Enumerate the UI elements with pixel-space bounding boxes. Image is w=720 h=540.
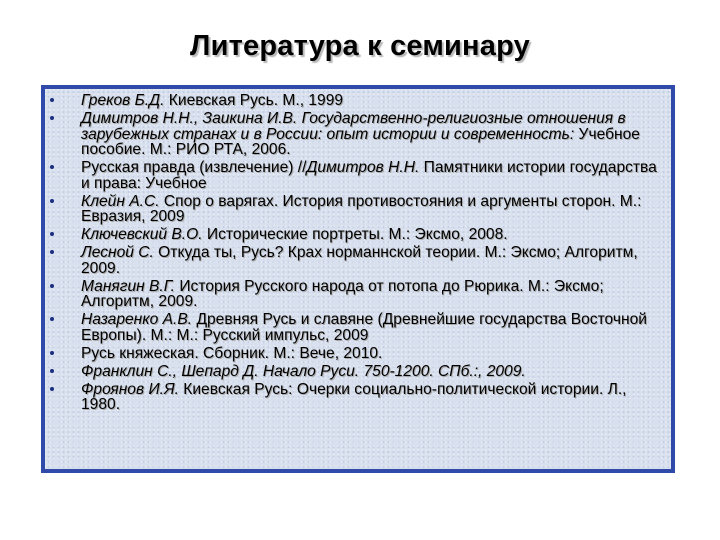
slide-title: Литература к семинару bbox=[190, 30, 530, 62]
reference-text: Спор о варягах. История противостояния и аргументы сторон. М.: Евразия, 2009 bbox=[81, 192, 642, 225]
bibliography-panel bbox=[41, 85, 675, 473]
reference-author: Лесной С. bbox=[81, 244, 154, 261]
bullet-icon bbox=[50, 351, 54, 355]
bullet-icon bbox=[50, 232, 54, 236]
list-item bbox=[45, 194, 671, 225]
reference-text: Исторические портреты. М.: Эксмо, 2008. bbox=[202, 226, 508, 243]
list-item bbox=[45, 279, 671, 310]
reference-author: Назаренко А.В. bbox=[81, 311, 193, 328]
reference-author: Фроянов И.Я. bbox=[81, 380, 179, 398]
bullet-icon bbox=[50, 165, 54, 169]
reference-text: Государственно-религиозные отношения в зарубежных странах и в России: опыт истории и современность: bbox=[81, 110, 626, 143]
reference-text: Киевская Русь: Очерки социально-политической истории. Л., 1980. bbox=[81, 380, 627, 413]
reference-author: Манягин В.Г. bbox=[81, 277, 176, 295]
bullet-icon bbox=[50, 98, 54, 102]
bullet-icon bbox=[50, 199, 54, 203]
bullet-icon bbox=[50, 387, 54, 391]
list-item bbox=[45, 382, 671, 413]
reference-author: Димитров Н.Н. bbox=[306, 159, 420, 176]
reference-author: Димитров Н.Н., Заикина И.В. bbox=[81, 110, 298, 127]
list-item bbox=[45, 364, 671, 380]
reference-text: Русь княжеская. Сборник. М.: Вече, 2010. bbox=[81, 344, 383, 362]
list-item bbox=[45, 312, 671, 343]
reference-tail: Памятники истории государства и права: Учебное bbox=[81, 159, 657, 192]
reference-text: Древняя Русь и славяне (Древнейшие государства Восточной Европы). М.: М.: Русский импульс, 2009 bbox=[81, 311, 647, 344]
reference-text: Начало Руси. 750-1200. СПб.:, 2009. bbox=[258, 362, 526, 380]
list-item bbox=[45, 93, 671, 109]
bullet-icon bbox=[50, 250, 54, 254]
reference-text: Русская правда (извлечение) // bbox=[81, 159, 307, 176]
bullet-icon bbox=[50, 116, 54, 120]
reference-author: Ключевский В.О. bbox=[81, 226, 203, 243]
reference-text: История Русского народа от потопа до Рюрика. М.: Эксмо; Алгоритм, 2009. bbox=[81, 277, 604, 310]
reference-text: Киевская Русь. М., 1999 bbox=[164, 92, 344, 109]
list-item bbox=[45, 227, 671, 243]
list-item bbox=[45, 111, 671, 158]
reference-author: Клейн А.С. bbox=[81, 192, 160, 210]
reference-text: Откуда ты, Русь? Крах норманнской теории. М.: Эксмо; Алгоритм, 2009. bbox=[81, 244, 638, 277]
reference-tail: Учебное пособие. М.: РИО РТА, 2006. bbox=[81, 125, 640, 158]
bullet-icon bbox=[50, 284, 54, 288]
bullet-icon bbox=[50, 317, 54, 321]
list-item bbox=[45, 160, 671, 191]
reference-author: Греков Б.Д. bbox=[81, 92, 165, 109]
bullet-icon bbox=[50, 369, 54, 373]
reference-author: Франклин С., Шепард Д. bbox=[81, 362, 259, 380]
list-item bbox=[45, 245, 671, 276]
list-item bbox=[45, 346, 671, 362]
bibliography-list bbox=[45, 93, 671, 415]
